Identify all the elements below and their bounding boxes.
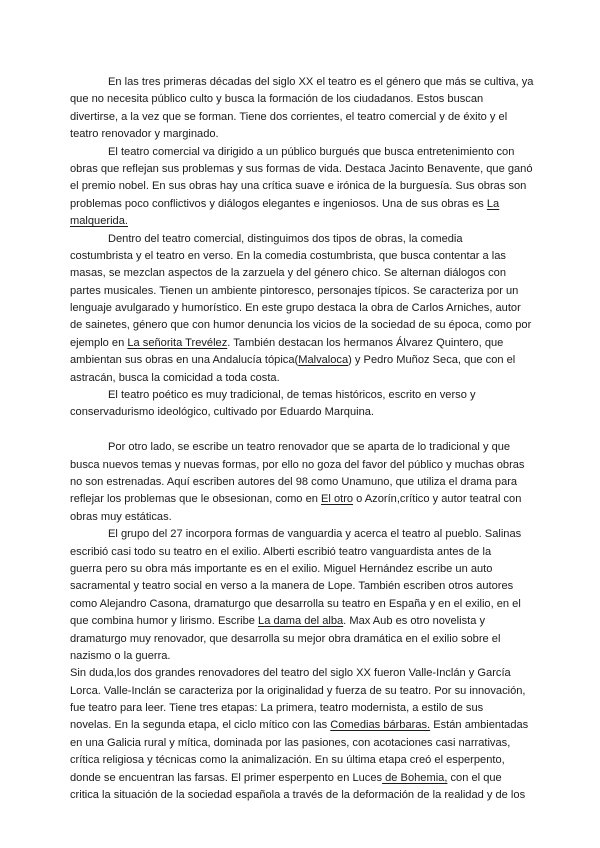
text-segment: problemas poco conflictivos y diálogos elegantes e ingeniosos. Una de sus obras es xyxy=(70,197,487,210)
text-segment: El grupo del 27 incorpora formas de vanguardia y acerca el teatro al pueblo. Salinas xyxy=(108,528,522,541)
text-segment: . Max Aub es otro novelista y xyxy=(343,615,485,628)
text-line xyxy=(70,283,530,300)
text-line xyxy=(70,370,530,387)
text-line xyxy=(70,491,530,508)
text-segment: o Azorín,crítico y autor teatral con xyxy=(353,493,522,506)
text-segment: obras muy estáticas. xyxy=(70,510,172,523)
text-segment: novelas. En la segunda etapa, el ciclo mítico con las xyxy=(70,719,331,732)
text-line xyxy=(70,596,530,613)
text-segment: divertirse, a la vez que se forman. Tiene dos corrientes, el teatro comercial y de éxito y el xyxy=(70,110,508,123)
text-segment: conservadurismo ideológico, cultivado por Eduardo Marquina. xyxy=(70,406,375,419)
text-segment: El teatro poético es muy tradicional, de temas históricos, escrito en verso y xyxy=(108,389,476,402)
text-line xyxy=(70,665,530,682)
text-segment: en una Galicia rural y mítica, dominada por las pasiones, con acotaciones casi narrativas, xyxy=(70,736,511,749)
text-segment: En las tres primeras décadas del siglo XX el teatro es el género que más se cultiva, ya xyxy=(108,76,534,88)
text-segment: . También destacan los hermanos Álvarez Quintero, que xyxy=(227,336,504,349)
text-segment: el premio nobel. En sus obras hay una crítica suave e irónica de la burguesía. Sus obras son xyxy=(70,180,527,193)
text-line xyxy=(70,474,530,491)
text-line xyxy=(70,648,530,665)
text-segment: Lorca. Valle-Inclán se caracteriza por la originalidad y fuerza de su teatro. Por su innovación, xyxy=(70,684,526,697)
text-line xyxy=(70,231,530,248)
text-line xyxy=(70,578,530,595)
text-line xyxy=(70,683,530,700)
text-line xyxy=(70,700,530,717)
text-line xyxy=(70,317,530,334)
text-segment: El teatro comercial va dirigido a un público burgués que busca entretenimiento con xyxy=(108,145,515,158)
text-segment: masas, se mezclan aspectos de la zarzuela y del género chico. Se alternan diálogos con xyxy=(70,267,506,280)
text-segment: escribió casi todo su teatro en el exilio. Alberti escribió teatro vanguardista antes de la xyxy=(70,545,492,558)
text-line xyxy=(70,544,530,561)
text-line xyxy=(70,126,530,143)
text-segment: donde se encuentran las farsas. El primer esperpento en Luces xyxy=(70,771,383,784)
text-segment: dramaturgo muy renovador, que desarrolla su mejor obra dramática en el exilio sobre el xyxy=(70,632,501,645)
text-segment: reflejar los problemas que le obsesionan, como en xyxy=(70,493,321,506)
underlined-title: malquerida. xyxy=(70,215,128,228)
underlined-title: El otro xyxy=(321,493,354,506)
text-segment: que no necesita público culto y busca la formación de los ciudadanos. Estos buscan xyxy=(70,93,484,106)
text-segment: critica la situación de la sociedad española a través de la deformación de la realidad y de los xyxy=(70,789,526,802)
text-line xyxy=(70,300,530,317)
text-segment: nazismo o la guerra. xyxy=(70,649,171,662)
text-line xyxy=(70,248,530,265)
text-segment: Por otro lado, se escribe un teatro renovador que se aparta de lo tradicional y que xyxy=(108,441,511,454)
text-line xyxy=(70,109,530,126)
text-segment: busca nuevos temas y nuevas formas, por ello no goza del favor del público y muchas obras xyxy=(70,458,525,471)
text-segment: Están ambientadas xyxy=(430,719,529,732)
text-segment: lenguaje avulgarado y humorístico. En este grupo destaca la obra de Carlos Arniches, autor xyxy=(70,302,521,315)
text-line xyxy=(70,387,530,404)
text-segment: crítica religiosa y técnicas como la animalización. En su última etapa creó el esperpento, xyxy=(70,754,505,767)
text-segment: fue teatro para leer. Tiene tres etapas: La primera, teatro modernista, a estilo de sus xyxy=(70,702,484,715)
text-segment: guerra pero su obra más importante es en el exilio. Miguel Hernández escribe un auto xyxy=(70,562,493,575)
text-line xyxy=(70,787,530,804)
text-segment: Sin duda,los dos grandes renovadores del teatro del siglo XX fueron Valle-Inclán y García xyxy=(70,667,511,680)
text-segment: obras que reflejan sus problemas y sus formas de vida. Destaca Jacinto Benavente, que ganó xyxy=(70,162,533,175)
text-line xyxy=(70,144,530,161)
text-segment: partes musicales. Tienen un ambiente pintoresco, personajes típicos. Se caracteriza por un xyxy=(70,284,519,297)
text-line xyxy=(70,91,530,108)
text-segment: con el que xyxy=(447,771,502,784)
underlined-title: La xyxy=(486,197,500,210)
text-line xyxy=(70,526,530,543)
text-segment: no son estrenadas. Aquí escriben autores del 98 como Unamuno, que utiliza el drama para xyxy=(70,475,518,488)
text-line xyxy=(70,439,530,456)
text-line xyxy=(70,457,530,474)
underlined-title: de Bohemia, xyxy=(382,771,448,784)
text-line xyxy=(70,613,530,630)
text-segment: teatro renovador y marginado. xyxy=(70,128,219,141)
text-segment: ) y Pedro Muñoz Seca, que con el xyxy=(348,354,516,367)
text-line xyxy=(70,404,530,421)
text-line xyxy=(70,509,530,526)
text-line xyxy=(70,631,530,648)
text-line xyxy=(70,178,530,195)
underlined-title: La señorita Trevélez xyxy=(127,336,228,349)
text-line xyxy=(70,717,530,734)
text-segment: ejemplo en xyxy=(70,336,128,349)
text-segment: astracán, busca la comicidad a toda costa. xyxy=(70,371,280,384)
text-segment: que combina humor y lirismo. Escribe xyxy=(70,615,259,628)
text-line xyxy=(70,74,534,91)
text-line xyxy=(70,196,530,213)
text-line xyxy=(70,265,530,282)
paragraph-gap xyxy=(70,422,530,439)
underlined-title: Malvaloca xyxy=(298,354,349,367)
text-line xyxy=(70,352,530,369)
text-line xyxy=(70,752,530,769)
underlined-title: Comedias bárbaras. xyxy=(330,719,431,732)
text-line xyxy=(70,770,530,787)
text-segment: de sainetes, género que con humor denuncia los vicios de la sociedad de su época, como por xyxy=(70,319,532,332)
document-body xyxy=(70,74,534,804)
text-segment: ambientan sus obras en una Andalucía tópica( xyxy=(70,354,299,367)
text-segment: Dentro del teatro comercial, distinguimos dos tipos de obras, la comedia xyxy=(108,232,463,245)
text-line xyxy=(70,561,530,578)
text-segment: costumbrista y el teatro en verso. En la comedia costumbrista, que busca contentar a las xyxy=(70,249,506,262)
underlined-title: La dama del alba xyxy=(258,615,344,628)
text-segment: como Alejandro Casona, dramaturgo que desarrolla su teatro en España y en el exilio, en el xyxy=(70,597,521,610)
text-line xyxy=(70,735,530,752)
text-line xyxy=(70,335,530,352)
text-line xyxy=(70,213,530,230)
text-segment: sacramental y teatro social en verso a la manera de Lope. También escriben otros autores xyxy=(70,580,514,593)
text-line xyxy=(70,161,533,178)
